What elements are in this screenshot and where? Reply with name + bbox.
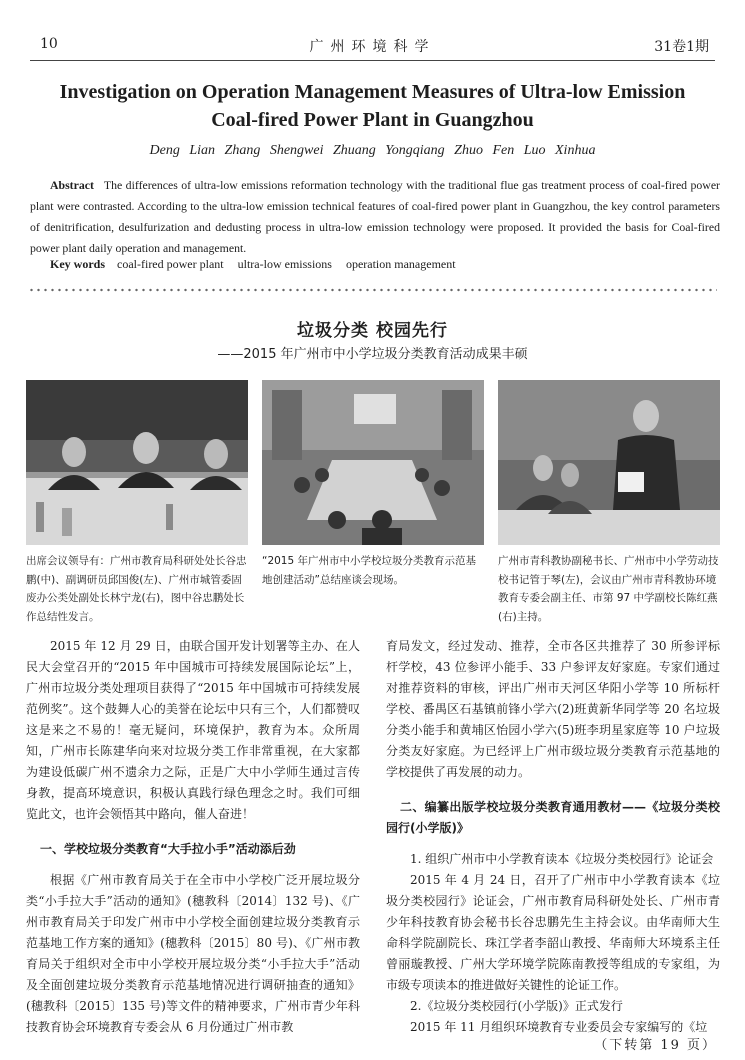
keywords-label: Key words bbox=[50, 257, 105, 271]
body-left-column bbox=[26, 636, 360, 1038]
body-right-column bbox=[386, 636, 720, 1038]
body-paragraph: 2015 年 11 月组织环境教育专业委员会专家编写的《垃 bbox=[410, 1020, 708, 1034]
article-subtitle: ——2015 年广州市中小学垃圾分类教育活动成果丰硕 bbox=[217, 347, 528, 362]
photo-meeting-leaders bbox=[26, 380, 248, 545]
continued-note: （下转第 19 页） bbox=[594, 1038, 717, 1053]
english-authors: Deng Lian Zhang Shengwei Zhuang Yongqiang Zhuo Fen Luo Xinhua bbox=[149, 143, 596, 158]
keyword: operation management bbox=[345, 257, 456, 271]
english-keywords bbox=[50, 257, 470, 272]
english-title-line1: Investigation on Operation Management Measures of Ultra-low Emission bbox=[59, 81, 686, 103]
body-paragraph: 育局发文，经过发动、推荐，全市各区共推荐了 30 所参评标杆学校，43 位参评小能手、33 户参评友好家庭。专家们通过对推荐资料的审核，评出广州市天河区华阳小学等 10 所标杆学校、番禺区石基镇前锋小学六(2)班黄新华同学等 20 名垃圾分类小能手和黄埔区怡园小学六(5)班李玥星家庭等 10 户垃圾分类友好家庭。为已经评上广州市级垃圾分类教育示范基地的学校提供了再发展的动力。 bbox=[386, 639, 720, 779]
journal-name: 广州环境科学 bbox=[309, 39, 436, 55]
english-title bbox=[20, 78, 725, 134]
english-abstract bbox=[30, 175, 720, 259]
section-heading-2: 二、编纂出版学校垃圾分类教育通用教材——《垃圾分类校园行(小学版)》 bbox=[386, 800, 720, 835]
header-rule bbox=[30, 60, 715, 61]
photo-caption-1: 出席会议领导有：广州市教育局科研处处长谷忠鹏(中)、副调研员邱国俊(左)、广州市城管委固废办公类处副处长林宁龙(右)，图中谷忠鹏处长作总结性发言。 bbox=[26, 555, 247, 623]
photo-hosts bbox=[498, 380, 720, 545]
page-number: 10 bbox=[40, 36, 58, 52]
keyword: coal-fired power plant bbox=[117, 257, 224, 271]
abstract-text: The differences of ultra-low emissions reformation technology with the traditional flue gas treatment process of coal-fired power plant were contrasted. According to the ultra-low emission technical features of coal-fired power plant in Guangzhou, the key control parameters of denitrification, desulfurization and dedusting process in ultra-low emission technology were proposed. It provided the basis for Coal-fired power plant daily operation and management. bbox=[30, 178, 720, 255]
section-heading-1: 一、学校垃圾分类教育“大手拉小手”活动添后劲 bbox=[40, 842, 296, 856]
photo-meeting-room bbox=[262, 380, 484, 545]
abstract-label: Abstract bbox=[50, 178, 94, 192]
body-paragraph: 2015 年 4 月 24 日，召开了广州市中小学教育读本《垃圾分类校园行》论证会，广州市教育局科研处处长、广州市青少年科技教育协会秘书长谷忠鹏先生主持会议。由华南师大生命科学院副院长、珠江学者李韶山教授、华南师大环境系主任曾丽璇教授、广州大学环境学院陈南教授等组成的专家组，为市级专项读本的推进做好关键性的论证工作。 bbox=[386, 873, 720, 992]
photo-caption-3: 广州市青科教协副秘书长、广州市中小学劳动技校书记管于琴(左)，会议由广州市青科教协环境教育专委会副主任、市第 97 中学副校长陈红燕(右)主持。 bbox=[498, 555, 719, 623]
body-paragraph: 2015 年 12 月 29 日，由联合国开发计划署等主办、在人民大会堂召开的“2015 年中国城市可持续发展国际论坛”上，广州市垃圾分类处理项目获得了“2015 年中国城市可持续发展范例奖”。这个鼓舞人心的美誉在论坛中只有三个，人们都赞叹这是来之不易的！毫无疑问，环境保护，教育为本。众所周知，广州市长陈建华向来对垃圾分类工作非常重视，在大家都为建设低碳广州不遗余力之际，正是广大中小学师生通过言传身教，提高环境意识，积极认真践行绿色理念之时。我们可细览此文，也许会领悟其中路向，催人奋进！ bbox=[26, 639, 360, 821]
article-title: 垃圾分类 校园先行 bbox=[297, 321, 448, 341]
body-paragraph: 根据《广州市教育局关于在全市中小学校广泛开展垃圾分类“小手拉大手”活动的通知》(穗教科〔2014〕132 号)、《广州市教育局关于印发广州市中小学校全面创建垃圾分类教育示范基地工作方案的通知》(穗教科〔2015〕80 号)、《广州市教育局关于组织对全市中小学校开展垃圾分类“小手拉大手”活动及全面创建垃圾分类教育示范基地情况进行调研抽查的通知》(穗教科〔2015〕135 号)等文件的精神要求，广州市青少年科技教育协会环境教育专委会从 6 月份通过广州市教 bbox=[26, 873, 360, 1034]
keyword: ultra-low emissions bbox=[237, 257, 332, 271]
volume-issue: 31卷1期 bbox=[654, 39, 709, 55]
subsection-heading-1: 1. 组织广州市中小学教育读本《垃圾分类校园行》论证会 bbox=[410, 852, 714, 866]
subsection-heading-2: 2.《垃圾分类校园行(小学版)》正式发行 bbox=[410, 999, 623, 1013]
english-title-line2: Coal-fired Power Plant in Guangzhou bbox=[211, 109, 534, 131]
section-divider bbox=[28, 287, 717, 293]
photo-caption-2: “2015 年广州市中小学校垃圾分类教育示范基地创建活动”总结座谈会现场。 bbox=[262, 555, 476, 586]
